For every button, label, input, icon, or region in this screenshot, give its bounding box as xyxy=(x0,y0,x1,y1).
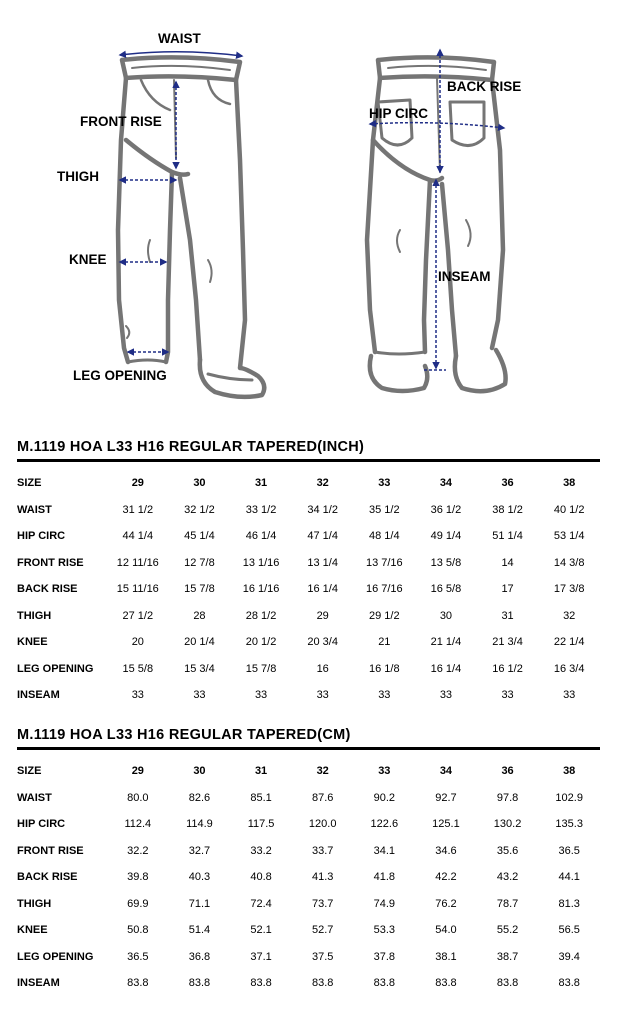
size-header-cell: 32 xyxy=(316,477,329,490)
table-cell: 32.7 xyxy=(188,844,211,857)
row-label: INSEAM xyxy=(17,977,60,990)
table-cell: 16 3/4 xyxy=(553,662,585,675)
table-cell: 83.8 xyxy=(373,977,396,990)
table-cell: 13 1/4 xyxy=(307,556,338,569)
table-cell: 33 xyxy=(316,689,329,702)
table-cell: 87.6 xyxy=(311,791,334,804)
table-cell: 36 1/2 xyxy=(430,503,462,516)
table-cell: 20 1/4 xyxy=(184,636,215,649)
table-cell: 39.8 xyxy=(127,871,149,884)
table-cell: 39.4 xyxy=(558,950,580,963)
table-cell: 112.4 xyxy=(124,818,152,831)
table-cell: 102.9 xyxy=(555,791,583,804)
table-cell: 83.8 xyxy=(435,977,457,990)
row-label: LEG OPENING xyxy=(17,662,94,675)
table-cell: 21 1/4 xyxy=(430,636,462,649)
table-cell: 47 1/4 xyxy=(307,530,338,543)
table-cell: 38.1 xyxy=(435,950,457,963)
table-cell: 122.6 xyxy=(370,818,399,831)
front-pants-outline xyxy=(118,57,264,396)
table-cell: 38 1/2 xyxy=(492,503,523,516)
table-cell: 16 7/16 xyxy=(365,583,403,596)
table-cell: 40 1/2 xyxy=(553,503,585,516)
table-cell: 51 1/4 xyxy=(492,530,523,543)
table-row xyxy=(17,811,600,838)
size-header-cell: 32 xyxy=(316,765,329,778)
table-cell: 33.7 xyxy=(311,844,334,857)
table-cell: 42.2 xyxy=(435,871,457,884)
size-header-cell: 29 xyxy=(131,765,144,778)
table-cell: 82.6 xyxy=(188,791,211,804)
inch-size-table xyxy=(17,470,600,709)
table-cell: 83.8 xyxy=(558,977,580,990)
table-cell: 21 xyxy=(378,636,391,649)
table-cell: 46 1/4 xyxy=(245,530,277,543)
cm-title-rule xyxy=(17,747,600,750)
table-cell: 33 xyxy=(131,689,144,702)
table-cell: 35.6 xyxy=(496,844,519,857)
cm-size-table xyxy=(17,758,600,997)
table-cell: 17 3/8 xyxy=(553,583,585,596)
knee-label: KNEE xyxy=(69,252,107,267)
row-label: FRONT RISE xyxy=(17,556,84,569)
table-cell: 41.8 xyxy=(373,871,396,884)
table-cell: 12 11/16 xyxy=(116,556,159,569)
table-cell: 130.2 xyxy=(493,818,522,831)
table-cell: 15 7/8 xyxy=(184,583,215,596)
table-cell: 52.1 xyxy=(250,924,272,937)
table-cell: 43.2 xyxy=(496,871,519,884)
table-cell: 16 1/4 xyxy=(430,662,462,675)
table-cell: 20 xyxy=(131,636,144,649)
size-header-cell: 38 xyxy=(563,765,576,778)
table-cell: 72.4 xyxy=(250,897,272,910)
table-cell: 27 1/2 xyxy=(122,609,154,622)
table-cell: 33 xyxy=(501,689,514,702)
table-cell: 28 1/2 xyxy=(245,609,277,622)
front-rise-label: FRONT RISE xyxy=(80,114,162,129)
back-rise-label: BACK RISE xyxy=(447,79,522,94)
table-cell: 120.0 xyxy=(308,818,337,831)
row-label: FRONT RISE xyxy=(17,844,84,857)
size-header-cell: 38 xyxy=(563,477,576,490)
table-cell: 13 1/16 xyxy=(242,556,280,569)
size-header-label: SIZE xyxy=(17,477,42,490)
inch-table-title: M.1119 HOA L33 H16 REGULAR TAPERED(INCH) xyxy=(17,439,365,455)
table-cell: 12 7/8 xyxy=(184,556,215,569)
table-cell: 17 xyxy=(501,583,514,596)
table-row xyxy=(17,891,600,918)
cm-table-title: M.1119 HOA L33 H16 REGULAR TAPERED(CM) xyxy=(17,727,351,743)
table-cell: 117.5 xyxy=(247,818,275,831)
size-header-cell: 36 xyxy=(501,477,514,490)
table-cell: 37.5 xyxy=(311,950,334,963)
size-header-cell: 34 xyxy=(439,765,453,778)
table-cell: 78.7 xyxy=(496,897,519,910)
table-cell: 16 1/2 xyxy=(492,662,523,675)
table-row xyxy=(17,785,600,812)
table-cell: 69.9 xyxy=(127,897,149,910)
row-label: INSEAM xyxy=(17,689,60,702)
table-cell: 52.7 xyxy=(311,924,334,937)
table-cell: 31 xyxy=(501,609,514,622)
table-cell: 73.7 xyxy=(311,897,334,910)
table-cell: 15 11/16 xyxy=(116,583,159,596)
table-cell: 55.2 xyxy=(496,924,519,937)
table-cell: 21 3/4 xyxy=(492,636,523,649)
table-cell: 16 5/8 xyxy=(430,583,462,596)
table-cell: 16 1/8 xyxy=(369,662,400,675)
table-cell: 16 xyxy=(316,662,329,675)
table-cell: 37.8 xyxy=(373,950,396,963)
table-cell: 33 xyxy=(193,689,206,702)
table-row xyxy=(17,550,600,577)
table-cell: 14 3/8 xyxy=(553,556,585,569)
table-row xyxy=(17,603,600,630)
size-header-cell: 36 xyxy=(501,765,514,778)
table-cell: 33 1/2 xyxy=(245,503,277,516)
table-cell: 85.1 xyxy=(250,791,272,804)
table-cell: 13 7/16 xyxy=(365,556,403,569)
table-cell: 135.3 xyxy=(555,818,583,831)
table-cell: 29 xyxy=(316,609,329,622)
cm-size-section xyxy=(17,726,600,997)
table-cell: 125.1 xyxy=(432,818,460,831)
table-cell: 29 1/2 xyxy=(369,609,400,622)
table-cell: 20 3/4 xyxy=(307,636,338,649)
table-row xyxy=(17,656,600,683)
table-row xyxy=(17,523,600,550)
table-cell: 15 3/4 xyxy=(184,662,215,675)
table-cell: 44 1/4 xyxy=(122,530,154,543)
table-cell: 34.1 xyxy=(373,844,396,857)
table-cell: 81.3 xyxy=(558,897,580,910)
table-cell: 13 5/8 xyxy=(430,556,462,569)
table-header-row xyxy=(17,470,600,497)
table-row xyxy=(17,838,600,865)
table-cell: 33 xyxy=(439,689,453,702)
inseam-label: INSEAM xyxy=(438,269,491,284)
row-label: KNEE xyxy=(17,636,48,649)
table-cell: 41.3 xyxy=(311,871,334,884)
table-cell: 31 1/2 xyxy=(122,503,154,516)
table-cell: 97.8 xyxy=(496,791,519,804)
table-cell: 71.1 xyxy=(188,897,211,910)
leg-opening-label: LEG OPENING xyxy=(73,368,167,383)
row-label: LEG OPENING xyxy=(17,950,94,963)
row-label: WAIST xyxy=(17,503,52,516)
table-cell: 36.8 xyxy=(188,950,211,963)
table-row xyxy=(17,629,600,656)
table-cell: 15 5/8 xyxy=(122,662,154,675)
measurement-diagram xyxy=(0,0,617,410)
table-cell: 90.2 xyxy=(373,791,396,804)
table-cell: 44.1 xyxy=(558,871,580,884)
table-header-row xyxy=(17,758,600,785)
table-cell: 28 xyxy=(193,609,206,622)
table-cell: 33 xyxy=(254,689,268,702)
table-cell: 50.8 xyxy=(127,924,149,937)
table-cell: 35 1/2 xyxy=(369,503,400,516)
pants-illustration xyxy=(0,0,617,410)
table-row xyxy=(17,944,600,971)
table-cell: 83.8 xyxy=(127,977,149,990)
table-cell: 40.3 xyxy=(188,871,211,884)
size-header-label: SIZE xyxy=(17,765,42,778)
table-cell: 45 1/4 xyxy=(184,530,215,543)
table-cell: 83.8 xyxy=(311,977,334,990)
table-cell: 114.9 xyxy=(186,818,213,831)
table-cell: 34 1/2 xyxy=(307,503,338,516)
table-cell: 53.3 xyxy=(373,924,396,937)
table-cell: 51.4 xyxy=(188,924,211,937)
row-label: WAIST xyxy=(17,791,52,804)
waist-label: WAIST xyxy=(158,31,201,46)
table-cell: 14 xyxy=(501,556,514,569)
table-cell: 15 7/8 xyxy=(245,662,277,675)
table-row xyxy=(17,970,600,997)
table-cell: 22 1/4 xyxy=(553,636,585,649)
table-cell: 74.9 xyxy=(373,897,396,910)
row-label: THIGH xyxy=(17,897,52,910)
table-cell: 33 xyxy=(378,689,391,702)
size-header-cell: 33 xyxy=(378,765,391,778)
size-header-cell: 29 xyxy=(131,477,144,490)
row-label: THIGH xyxy=(17,609,52,622)
table-cell: 48 1/4 xyxy=(369,530,400,543)
table-cell: 16 1/4 xyxy=(307,583,338,596)
row-label: KNEE xyxy=(17,924,48,937)
table-cell: 34.6 xyxy=(435,844,457,857)
table-cell: 80.0 xyxy=(127,791,149,804)
inch-title-rule xyxy=(17,459,600,462)
table-row xyxy=(17,917,600,944)
table-cell: 83.8 xyxy=(250,977,272,990)
hip-circ-label: HIP CIRC xyxy=(369,106,429,121)
table-row xyxy=(17,864,600,891)
size-header-cell: 30 xyxy=(193,477,206,490)
table-cell: 54.0 xyxy=(435,924,457,937)
table-cell: 36.5 xyxy=(127,950,149,963)
size-header-cell: 33 xyxy=(378,477,391,490)
table-cell: 83.8 xyxy=(496,977,519,990)
table-cell: 92.7 xyxy=(435,791,457,804)
table-cell: 33.2 xyxy=(250,844,272,857)
thigh-label: THIGH xyxy=(57,169,99,184)
table-cell: 37.1 xyxy=(250,950,272,963)
table-cell: 32 1/2 xyxy=(184,503,215,516)
table-cell: 20 1/2 xyxy=(245,636,277,649)
inch-size-section xyxy=(17,438,600,709)
size-header-cell: 34 xyxy=(439,477,453,490)
size-header-cell: 31 xyxy=(254,765,268,778)
table-cell: 56.5 xyxy=(558,924,580,937)
table-cell: 32.2 xyxy=(127,844,149,857)
table-cell: 83.8 xyxy=(188,977,211,990)
table-row xyxy=(17,682,600,709)
table-cell: 76.2 xyxy=(435,897,457,910)
table-cell: 33 xyxy=(563,689,576,702)
table-row xyxy=(17,497,600,524)
row-label: BACK RISE xyxy=(17,871,78,884)
size-header-cell: 30 xyxy=(193,765,206,778)
table-cell: 36.5 xyxy=(558,844,580,857)
row-label: HIP CIRC xyxy=(17,818,66,831)
table-cell: 32 xyxy=(563,609,576,622)
front-measure-arrows xyxy=(120,52,242,352)
table-cell: 40.8 xyxy=(250,871,272,884)
row-label: HIP CIRC xyxy=(17,530,66,543)
table-cell: 49 1/4 xyxy=(430,530,462,543)
table-cell: 53 1/4 xyxy=(553,530,585,543)
table-cell: 16 1/16 xyxy=(242,583,280,596)
row-label: BACK RISE xyxy=(17,583,78,596)
table-cell: 38.7 xyxy=(496,950,519,963)
table-row xyxy=(17,576,600,603)
table-cell: 30 xyxy=(439,609,453,622)
size-header-cell: 31 xyxy=(254,477,268,490)
